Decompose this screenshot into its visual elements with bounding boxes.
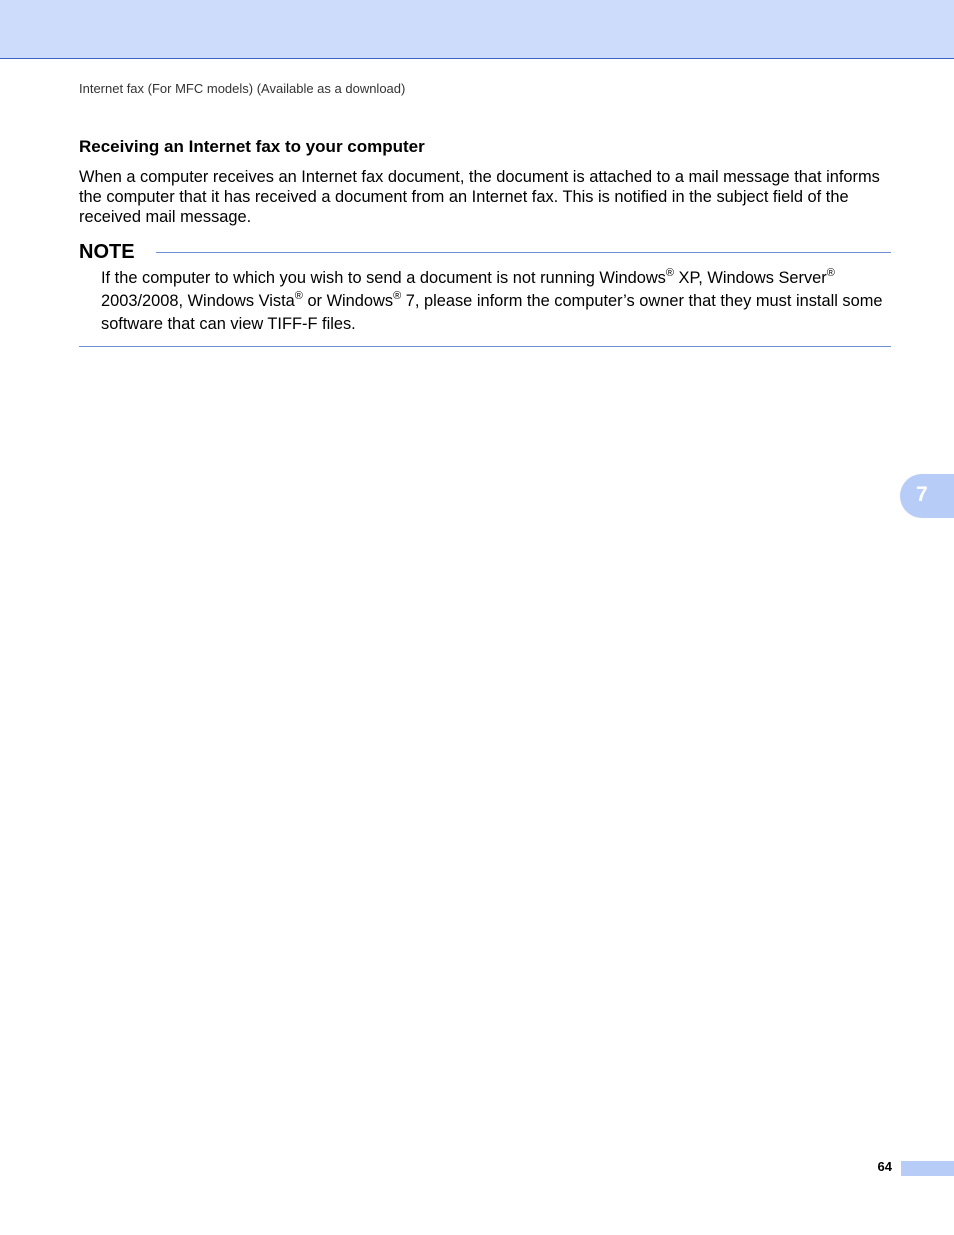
note-text-part: 2003/2008, Windows Vista <box>101 292 295 310</box>
chapter-tab <box>900 474 954 518</box>
note-text <box>101 267 893 336</box>
page-number-bar <box>901 1161 954 1176</box>
note-text-part: If the computer to which you wish to send a document is not running Windows <box>101 269 666 287</box>
note-text-part: XP, Windows Server <box>673 269 827 287</box>
registered-mark: ® <box>826 267 835 279</box>
header-band <box>0 0 954 59</box>
page-number: 64 <box>877 1159 892 1174</box>
section-heading: Receiving an Internet fax to your computer <box>79 137 425 156</box>
registered-mark: ® <box>665 267 674 279</box>
registered-mark: ® <box>294 290 303 302</box>
note-text-part: 7, please inform the computer’s owner that they must install some software that can view TIFF-F files. <box>101 292 883 333</box>
chapter-number: 7 <box>916 483 928 506</box>
body-paragraph: When a computer receives an Internet fax document, the document is attached to a mail message that informs the computer that it has received a document from an Internet fax. This is notified in the subject field of the received mail message. <box>79 168 880 226</box>
note-label: NOTE <box>79 241 135 263</box>
note-bottom-rule <box>79 346 891 347</box>
note-top-rule <box>156 252 891 253</box>
registered-mark: ® <box>393 290 402 302</box>
running-header: Internet fax (For MFC models) (Available as a download) <box>79 81 406 96</box>
note-text-part: or Windows <box>302 292 394 310</box>
